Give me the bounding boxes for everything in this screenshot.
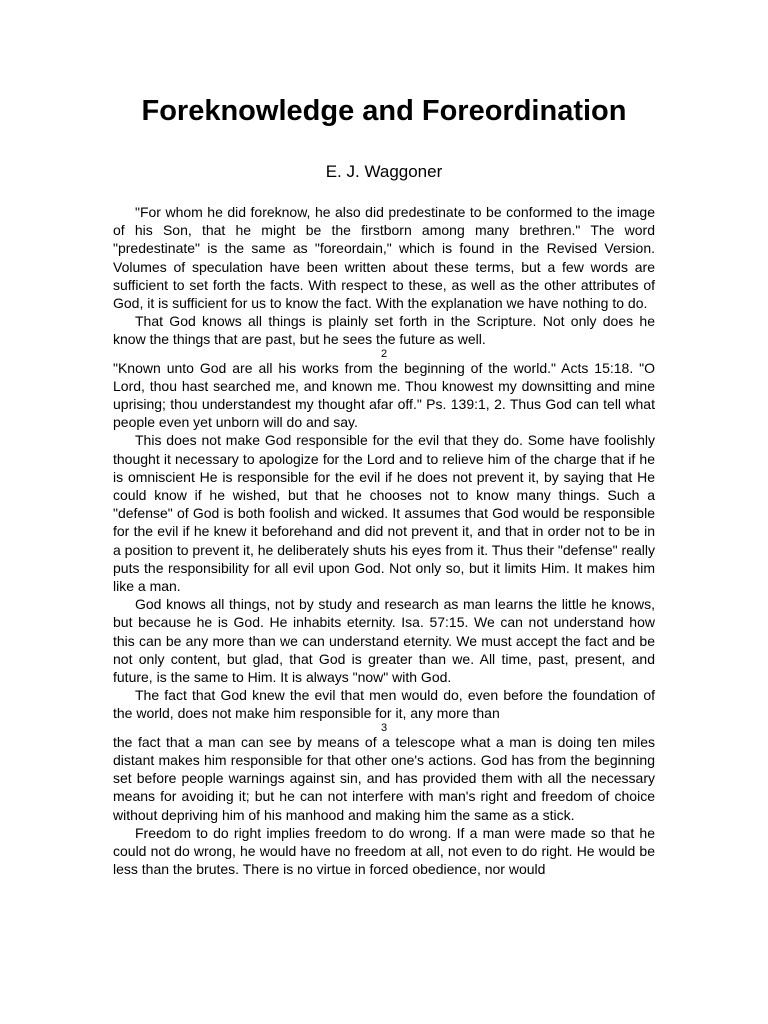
page-title: Foreknowledge and Foreordination	[141, 95, 627, 127]
paragraph: That God knows all things is plainly set forth in the Scripture. Not only does he know the things that are past, but he sees the future as well.	[113, 313, 655, 348]
paragraph: Freedom to do right implies freedom to do wrong. If a man were made so that he could not do wrong, he would have no freedom at all, not even to do right. He would be less than the brutes. There is no virtue in forced obedience, nor would	[113, 824, 655, 878]
paragraph: "For whom he did foreknow, he also did predestinate to be conformed to the image of his Son, that he might be the firstborn among many brethren." The word "predestinate" is the same as "foreordain," which is found in the Revised Version. Volumes of speculation have been written about these terms, but a few words are sufficient to set forth the facts. With respect to these, as well as the other attributes of God, it is sufficient for us to know the fact. With the explanation we have nothing to do.	[113, 204, 655, 312]
paragraph: The fact that God knew the evil that men would do, even before the foundation of the world, does not make him responsible for it, any more than	[113, 687, 655, 722]
author-name: E. J. Waggoner	[325, 162, 443, 181]
paragraph: the fact that a man can see by means of a telescope what a man is doing ten miles distant makes him responsible for that other one's actions. God has from the beginning set before people warnings against sin, and has provided them with all the necessary means for avoiding it; but he can not interfere with man's right and freedom of choice without depriving him of his manhood and making him the same as a stick.	[113, 733, 655, 823]
article-body	[113, 203, 655, 878]
page-number-marker: 3	[380, 721, 388, 734]
paragraph: God knows all things, not by study and research as man learns the little he knows, but because he is God. He inhabits eternity. Isa. 57:15. We can not understand how this can be any more than we can understand eternity. We must accept the fact and be not only content, but glad, that God is greater than we. All time, past, present, and future, is the same to Him. It is always "now" with God.	[113, 596, 655, 686]
paragraph: "Known unto God are all his works from the beginning of the world." Acts 15:18. "O Lord, thou hast searched me, and known me. Thou knowest my downsitting and mine uprising; thou understandest my thought afar off." Ps. 139:1, 2. Thus God can tell what people even yet unborn will do and say.	[113, 359, 655, 431]
page-number-marker: 2	[380, 347, 388, 360]
paragraph: This does not make God responsible for the evil that they do. Some have foolishly thought it necessary to apologize for the Lord and to relieve him of the charge that if he is omniscient He is responsible for the evil if he does not prevent it, by saying that He could know if he wished, but that he chooses not to know many things. Such a "defense" of God is both foolish and wicked. It assumes that God would be responsible for the evil if he knew it beforehand and did not prevent it, and that in order not to be in a position to prevent it, he deliberately shuts his eyes from it. Thus their "defense" really puts the responsibility for all evil upon God. Not only so, but it limits Him. It makes him like a man.	[113, 432, 655, 595]
